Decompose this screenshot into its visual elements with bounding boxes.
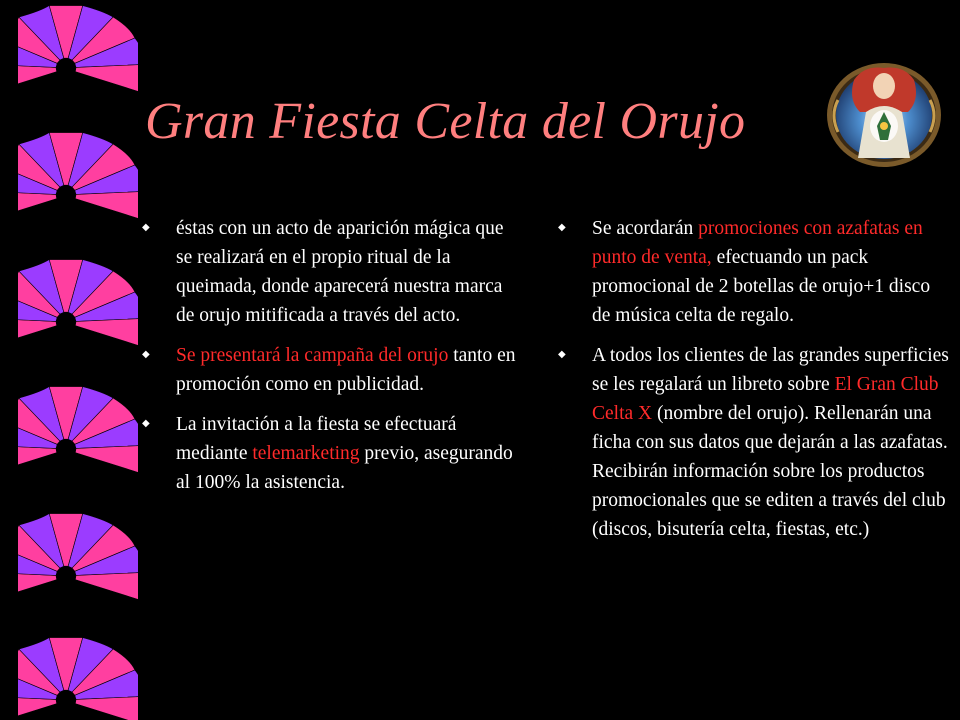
diamond-bullet-icon: ◆ (558, 349, 566, 360)
bullet-item (142, 341, 524, 399)
bullet-highlight-text: telemarketing (252, 443, 360, 464)
bullet-item (142, 214, 524, 330)
bullet-highlight-text: promociones con azafatas en punto de venta, (592, 218, 923, 268)
fan-segment (18, 514, 138, 600)
diamond-bullet-icon: ◆ (558, 222, 566, 233)
fan-segment (18, 638, 138, 720)
fan-segment (18, 133, 138, 219)
slide-title: Gran Fiesta Celta del Orujo (145, 93, 746, 150)
decorative-fan-strip (18, 0, 138, 720)
bullet-text: previo, asegurando al 100% la asistencia. (176, 443, 513, 493)
bullet-highlight-text: Se presentará la campaña del orujo (176, 345, 449, 366)
diamond-bullet-icon: ◆ (142, 349, 150, 360)
diamond-bullet-icon: ◆ (142, 222, 150, 233)
bullet-text: A todos los clientes de las grandes superficies se les regalará un libreto sobre (592, 345, 949, 395)
bullet-text: éstas con un acto de aparición mágica que se realizará en el propio ritual de la queimada, donde aparecerá nuestra marca de orujo mitificada a través del acto. (176, 218, 504, 326)
bullet-text: (nombre del orujo). Rellenarán una ficha con sus datos que dejarán a las azafatas. Recibirán información sobre los productos promocionales que se editen a través del club (discos, bisutería celta, fiestas, etc.) (592, 403, 948, 540)
bullet-text: La invitación a la fiesta se efectuará mediante (176, 414, 457, 464)
bullet-item (558, 341, 950, 544)
bullet-highlight-text: El Gran Club Celta X (592, 374, 939, 424)
bullet-text: tanto en promoción como en publicidad. (176, 345, 516, 395)
celtic-emblem-image (824, 60, 944, 170)
right-content-column (558, 214, 950, 555)
bullet-item (558, 214, 950, 330)
fan-segment (18, 260, 138, 346)
bullet-text: Se acordarán (592, 218, 699, 239)
fan-segment (18, 6, 138, 92)
diamond-bullet-icon: ◆ (142, 418, 150, 429)
bullet-text: efectuando un pack promocional de 2 botellas de orujo+1 disco de música celta de regalo. (592, 247, 931, 326)
bullet-item (142, 410, 524, 497)
left-content-column (142, 214, 524, 508)
fan-segment (18, 387, 138, 473)
